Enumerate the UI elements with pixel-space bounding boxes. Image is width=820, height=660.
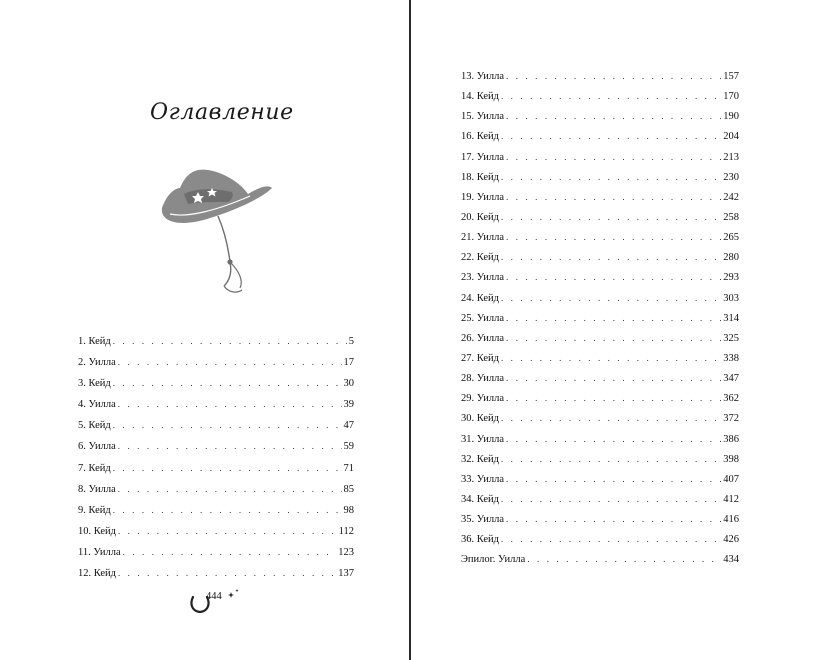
dot-leader: [501, 449, 721, 469]
left-page: [0, 0, 409, 660]
dot-leader: [506, 509, 721, 529]
toc-entry-label: 16. Кейд: [461, 131, 499, 143]
toc-entry-page: 412: [723, 493, 739, 505]
toc-entry-page: 85: [343, 483, 354, 495]
dot-leader: [501, 207, 721, 227]
dot-leader: [506, 227, 721, 247]
dot-leader: [506, 388, 721, 408]
dot-leader: [527, 549, 721, 569]
toc-entry-page: 362: [723, 393, 739, 405]
dot-leader: [501, 529, 721, 549]
toc-entry-page: 157: [723, 71, 739, 82]
toc-entry: [78, 352, 354, 373]
toc-entry: [78, 394, 354, 415]
toc-entry: [461, 449, 739, 469]
dot-leader: [118, 521, 337, 542]
toc-entry-label: 19. Уилла: [461, 191, 505, 203]
dot-leader: [118, 563, 336, 584]
dot-leader: [118, 394, 342, 415]
toc-entry: [461, 388, 739, 408]
toc-entry-label: 18. Кейд: [461, 171, 499, 183]
toc-entry: [78, 373, 354, 394]
toc-entry-label: 14. Кейд: [461, 91, 499, 103]
toc-entry: [78, 479, 354, 500]
toc-entry: [461, 348, 739, 368]
toc-entry: [461, 509, 739, 529]
toc-entry-label: Эпилог. Уилла: [461, 554, 526, 566]
toc-entry-label: 28. Уилла: [461, 373, 505, 385]
right-page: [411, 0, 820, 660]
dot-leader: [506, 308, 721, 328]
toc-entry-page: 407: [723, 473, 739, 485]
dot-leader: [501, 167, 721, 187]
toc-entry-label: 11. Уилла: [78, 546, 121, 558]
toc-entry-label: 29. Уилла: [461, 393, 505, 405]
toc-entry: [78, 415, 354, 436]
toc-entry: [461, 126, 739, 146]
folio: [189, 588, 249, 620]
toc-entry-label: 34. Кейд: [461, 493, 499, 505]
toc-entry-label: 23. Уилла: [461, 272, 505, 284]
toc-entry-label: 32. Кейд: [461, 453, 499, 465]
toc-entry-page: 190: [723, 111, 739, 123]
toc-entry-label: 26. Уилла: [461, 332, 505, 344]
dot-leader: [506, 469, 721, 489]
toc-entry-page: 30: [343, 378, 354, 390]
toc-entry-page: 112: [338, 525, 354, 537]
toc-entry: [461, 489, 739, 509]
toc-entry: [461, 227, 739, 247]
toc-entry: [461, 408, 739, 428]
toc-entry-page: 426: [723, 534, 739, 546]
toc-entry-label: 7. Кейд: [78, 462, 111, 474]
toc-entry-page: 280: [723, 252, 739, 264]
dot-leader: [123, 542, 337, 563]
toc-list-right: [461, 66, 739, 570]
dot-leader: [506, 147, 721, 167]
dot-leader: [118, 436, 342, 457]
toc-entry: [461, 167, 739, 187]
toc-entry: [461, 267, 739, 287]
toc-entry-label: 3. Кейд: [78, 378, 111, 390]
toc-entry-page: 293: [723, 272, 739, 284]
toc-entry-page: 47: [343, 420, 354, 432]
dot-leader: [506, 187, 721, 207]
toc-entry-page: 398: [723, 453, 739, 465]
dot-leader: [501, 86, 721, 106]
toc-entry-label: 12. Кейд: [78, 568, 116, 580]
toc-entry-label: 36. Кейд: [461, 534, 499, 546]
dot-leader: [501, 126, 721, 146]
toc-entry-label: 25. Уилла: [461, 312, 505, 324]
toc-entry-label: 4. Уилла: [78, 399, 116, 411]
dot-leader: [118, 479, 342, 500]
page-number: 444: [206, 591, 222, 602]
toc-entry-label: 5. Кейд: [78, 420, 111, 432]
toc-entry: [461, 187, 739, 207]
toc-entry-label: 9. Кейд: [78, 504, 111, 516]
toc-entry-page: 416: [723, 514, 739, 526]
toc-entry-page: 338: [723, 352, 739, 364]
toc-entry-page: 325: [723, 332, 739, 344]
page-title: Оглавление: [150, 100, 294, 125]
dot-leader: [501, 288, 721, 308]
toc-entry-page: 59: [343, 441, 354, 453]
dot-leader: [113, 373, 342, 394]
toc-entry-page: 258: [723, 211, 739, 223]
dot-leader: [506, 328, 721, 348]
dot-leader: [501, 408, 721, 428]
toc-entry: [461, 147, 739, 167]
toc-entry-page: 434: [723, 554, 739, 566]
dot-leader: [118, 352, 342, 373]
toc-entry-label: 27. Кейд: [461, 352, 499, 364]
toc-entry-label: 13. Уилла: [461, 71, 505, 82]
toc-entry: [461, 66, 739, 86]
dot-leader: [501, 247, 721, 267]
toc-entry-page: 230: [723, 171, 739, 183]
toc-entry: [78, 331, 354, 352]
toc-entry-label: 10. Кейд: [78, 525, 116, 537]
toc-entry-page: 170: [723, 91, 739, 103]
toc-entry: [461, 328, 739, 348]
toc-entry-page: 123: [338, 546, 354, 558]
toc-entry-page: 137: [338, 568, 354, 580]
dot-leader: [501, 489, 721, 509]
toc-entry: [461, 207, 739, 227]
toc-entry-page: 372: [723, 413, 739, 425]
dot-leader: [113, 458, 342, 479]
dot-leader: [501, 348, 721, 368]
toc-entry-page: 213: [723, 151, 739, 163]
toc-entry: [461, 368, 739, 388]
toc-entry: [78, 436, 354, 457]
toc-entry-label: 30. Кейд: [461, 413, 499, 425]
toc-entry-label: 8. Уилла: [78, 483, 116, 495]
toc-entry: [461, 469, 739, 489]
sparkle-icon: [227, 588, 241, 602]
toc-entry-page: 5: [348, 336, 354, 347]
toc-entry-label: 35. Уилла: [461, 514, 505, 526]
dot-leader: [506, 429, 721, 449]
toc-entry-page: 204: [723, 131, 739, 143]
dot-leader: [506, 267, 721, 287]
toc-entry-label: 20. Кейд: [461, 211, 499, 223]
dot-leader: [113, 331, 347, 352]
toc-entry-label: 15. Уилла: [461, 111, 505, 123]
toc-entry-page: 17: [343, 357, 354, 369]
toc-entry-label: 2. Уилла: [78, 357, 116, 369]
toc-entry: [78, 521, 354, 542]
toc-entry: [78, 458, 354, 479]
toc-entry: [78, 563, 354, 584]
toc-entry-page: 386: [723, 433, 739, 445]
toc-entry: [461, 549, 739, 569]
toc-entry-label: 21. Уилла: [461, 232, 505, 244]
toc-entry-page: 347: [723, 373, 739, 385]
toc-entry: [461, 247, 739, 267]
toc-entry-label: 22. Кейд: [461, 252, 499, 264]
toc-entry: [461, 86, 739, 106]
toc-entry: [78, 542, 354, 563]
toc-entry-page: 265: [723, 232, 739, 244]
toc-entry-page: 314: [723, 312, 739, 324]
toc-list-left: [78, 331, 354, 584]
toc-entry-page: 242: [723, 191, 739, 203]
toc-entry-label: 17. Уилла: [461, 151, 505, 163]
toc-entry: [461, 308, 739, 328]
toc-entry-label: 24. Кейд: [461, 292, 499, 304]
dot-leader: [113, 415, 342, 436]
dot-leader: [506, 66, 721, 86]
toc-entry: [461, 429, 739, 449]
toc-entry: [461, 529, 739, 549]
toc-entry-label: 6. Уилла: [78, 441, 116, 453]
toc-entry: [78, 500, 354, 521]
dot-leader: [506, 106, 721, 126]
toc-entry-page: 303: [723, 292, 739, 304]
dot-leader: [113, 500, 342, 521]
toc-entry: [461, 288, 739, 308]
toc-entry-page: 39: [343, 399, 354, 411]
cowboy-hat-icon: [158, 158, 276, 300]
toc-entry-label: 31. Уилла: [461, 433, 505, 445]
toc-entry-page: 71: [343, 462, 354, 474]
dot-leader: [506, 368, 721, 388]
toc-entry-label: 1. Кейд: [78, 336, 111, 347]
toc-entry-label: 33. Уилла: [461, 473, 505, 485]
toc-entry: [461, 106, 739, 126]
toc-entry-page: 98: [343, 504, 354, 516]
